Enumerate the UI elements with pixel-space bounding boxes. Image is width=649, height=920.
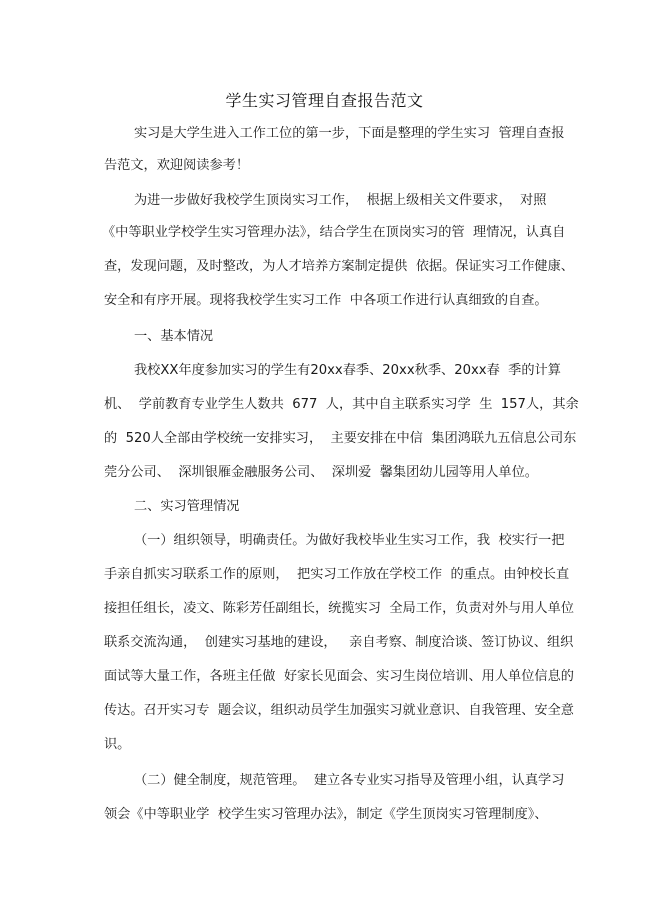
section2-p1-line-3: 接担任组长，凌文、陈彩芳任副组长，统揽实习 全局工作，负责对外与用人单位 bbox=[104, 601, 574, 616]
section2-heading: 二、实习管理情况 bbox=[134, 499, 240, 514]
section2-p2-line-1: （二）健全制度，规范管理。 建立各专业实习指导及管理小组，认真学习 bbox=[134, 773, 565, 788]
intro-line-1: 实习是大学生进入工作工位的第一步，下面是整理的学生实习 管理自查报 bbox=[134, 126, 565, 141]
section2-p1-line-5: 面试等大量工作，各班主任做 好家长见面会、实习生岗位培训、用人单位信息的 bbox=[104, 669, 574, 684]
para1-line-2: 《中等职业学校学生实习管理办法》，结合学生在顶岗实习的管 理情况，认真自 bbox=[102, 225, 566, 240]
section1-heading: 一、基本情况 bbox=[134, 329, 214, 344]
para1-line-1: 为进一步做好我校学生顶岗实习工作， 根据上级相关文件要求， 对照 bbox=[134, 193, 547, 208]
section1-line-2: 机、 学前教育专业学生人数共 677 人，其中自主联系实习学 生 157人，其余 bbox=[104, 397, 579, 412]
section2-p1-line-6: 传达。召开实习专 题会议，组织动员学生加强实习就业意识、自我管理、安全意 bbox=[104, 703, 574, 718]
para1-line-3: 查，发现问题，及时整改，为人才培养方案制定提供 依据。保证实习工作健康、 bbox=[104, 259, 574, 274]
section2-p1-line-2: 手亲自抓实习联系工作的原则， 把实习工作放在学校工作 的重点。由钟校长直 bbox=[104, 567, 570, 582]
para1-line-4: 安全和有序开展。现将我校学生实习工作 中各项工作进行认真细致的自查。 bbox=[104, 293, 548, 308]
document-title: 学生实习管理自查报告范文 bbox=[225, 91, 424, 110]
section1-line-1: 我校XX年度参加实习的学生有20xx春季、20xx秋季、20xx春 季的计算 bbox=[134, 363, 561, 378]
intro-line-2: 告范文，欢迎阅读参考！ bbox=[104, 158, 250, 173]
section2-p1-line-4: 联系交流沟通， 创建实习基地的建设， 亲自考察、制度洽谈、签订协议、组织 bbox=[104, 635, 574, 650]
section1-line-3: 的 520人全部由学校统一安排实习， 主要安排在中信 集团鸿联九五信息公司东 bbox=[104, 431, 577, 446]
section2-p1-line-7: 识。 bbox=[104, 737, 131, 752]
section1-line-4: 莞分公司、 深圳银雁金融服务公司、 深圳爱 馨集团幼儿园等用人单位。 bbox=[104, 465, 538, 480]
section2-p2-line-2: 领会《中等职业学 校学生实习管理办法》，制定《学生顶岗实习管理制度》、 bbox=[104, 807, 548, 822]
section2-p1-line-1: （一）组织领导，明确责任。为做好我校毕业生实习工作，我 校实行一把 bbox=[134, 533, 565, 548]
